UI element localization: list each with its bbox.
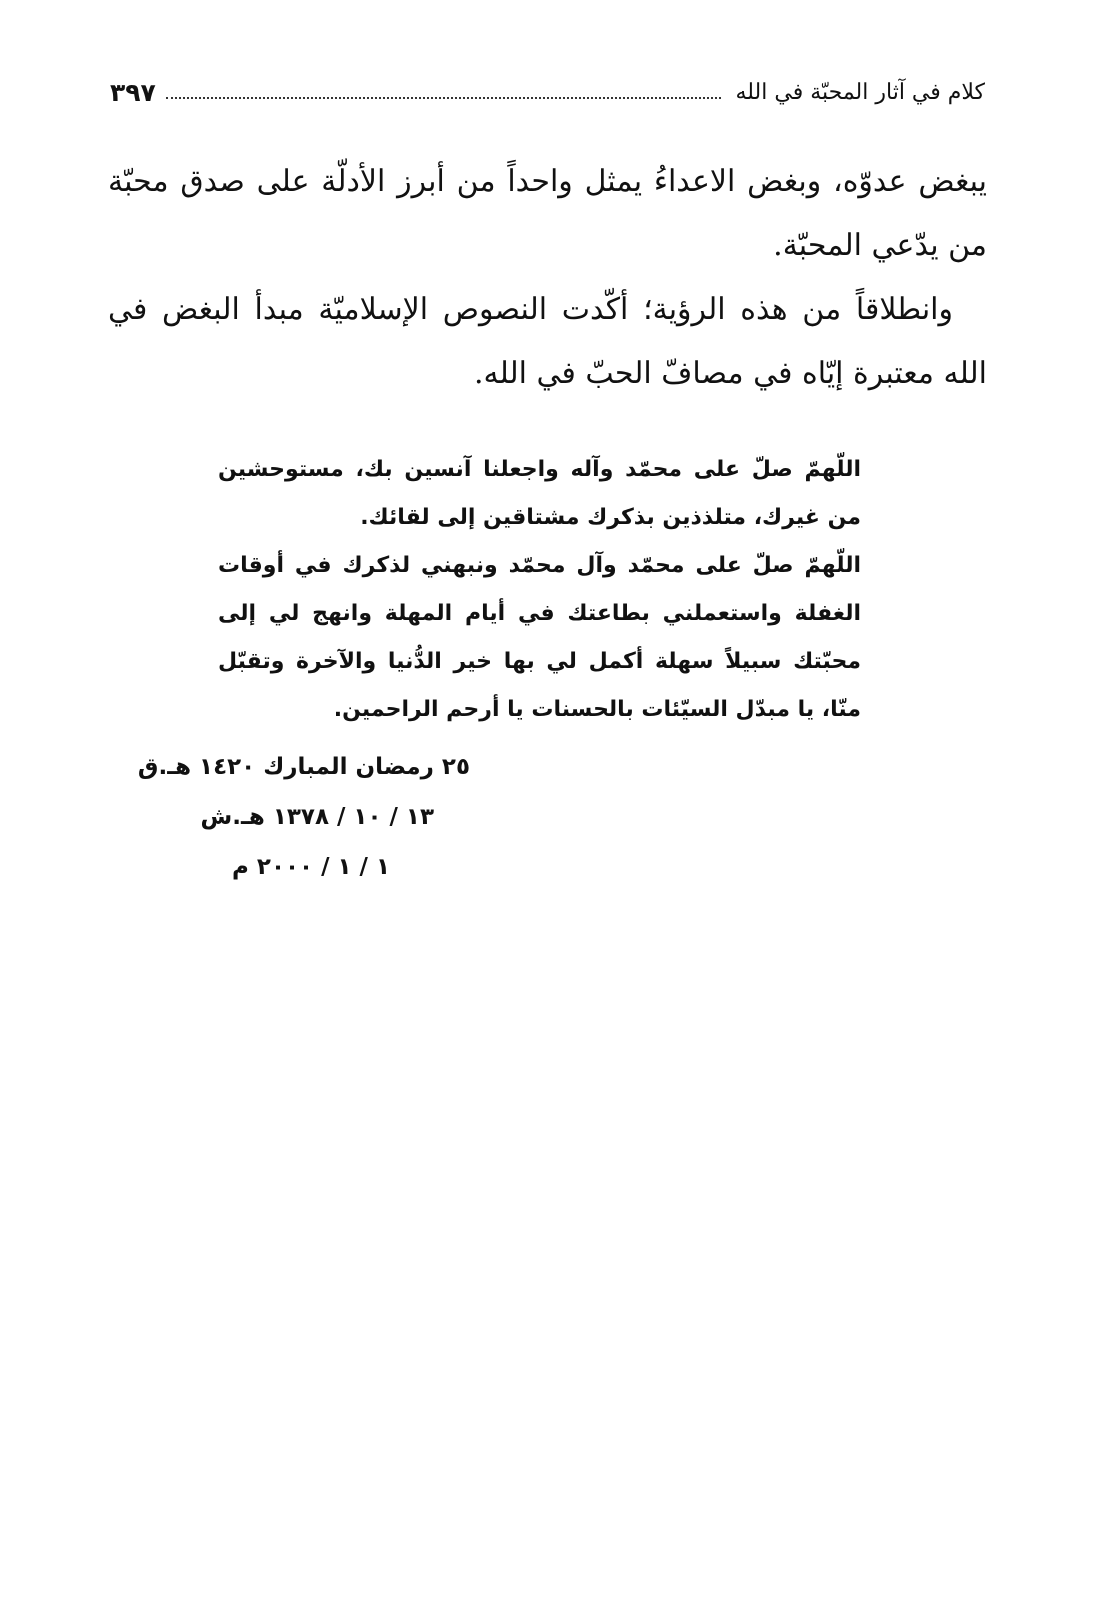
- body-text: [108, 150, 987, 406]
- supplication-paragraph-1: اللّهمّ صلّ على محمّد وآله واجعلنا آنسين بك، مستوحشين من غيرك، متلذذين بذكرك مشتاقين إلى لقائك.: [218, 457, 861, 530]
- header-title: كلام في آثار المحبّة في الله: [735, 79, 985, 105]
- running-header: [110, 72, 985, 112]
- dotted-leader: [166, 97, 722, 99]
- date-gregorian: ١ / ١ / ٢٠٠٠ م: [232, 854, 390, 880]
- page-number: ٣٩٧: [110, 77, 156, 107]
- supplication-paragraph-2: اللّهمّ صلّ على محمّد وآل محمّد ونبهني لذكرك في أوقات الغفلة واستعملني بطاعتك في أيام المهلة وانهج لي إلى محبّتك سبيلاً سهلة أكمل لي بها خير الدُّنيا والآخرة وتقبّل منّا، يا مبدّل السيّئات بالحسنات يا أرحم الراحمين.: [218, 553, 861, 722]
- date-hijri-lunar: ٢٥ رمضان المبارك ١٤٢٠ هـ.ق: [137, 754, 470, 780]
- supplication-block: [218, 446, 861, 734]
- date-block: [137, 742, 490, 892]
- body-paragraph-2: وانطلاقاً من هذه الرؤية؛ أكّدت النصوص الإسلاميّة مبدأ البغض في الله معتبرة إيّاه في مصافّ الحبّ في الله.: [108, 292, 987, 391]
- date-hijri-solar: ١٣ / ١٠ / ١٣٧٨ هـ.ش: [200, 804, 434, 830]
- body-paragraph-1: يبغض عدوّه، وبغض الاعداءُ يمثل واحداً من أبرز الأدلّة على صدق محبّة من يدّعي المحبّة.: [108, 164, 987, 263]
